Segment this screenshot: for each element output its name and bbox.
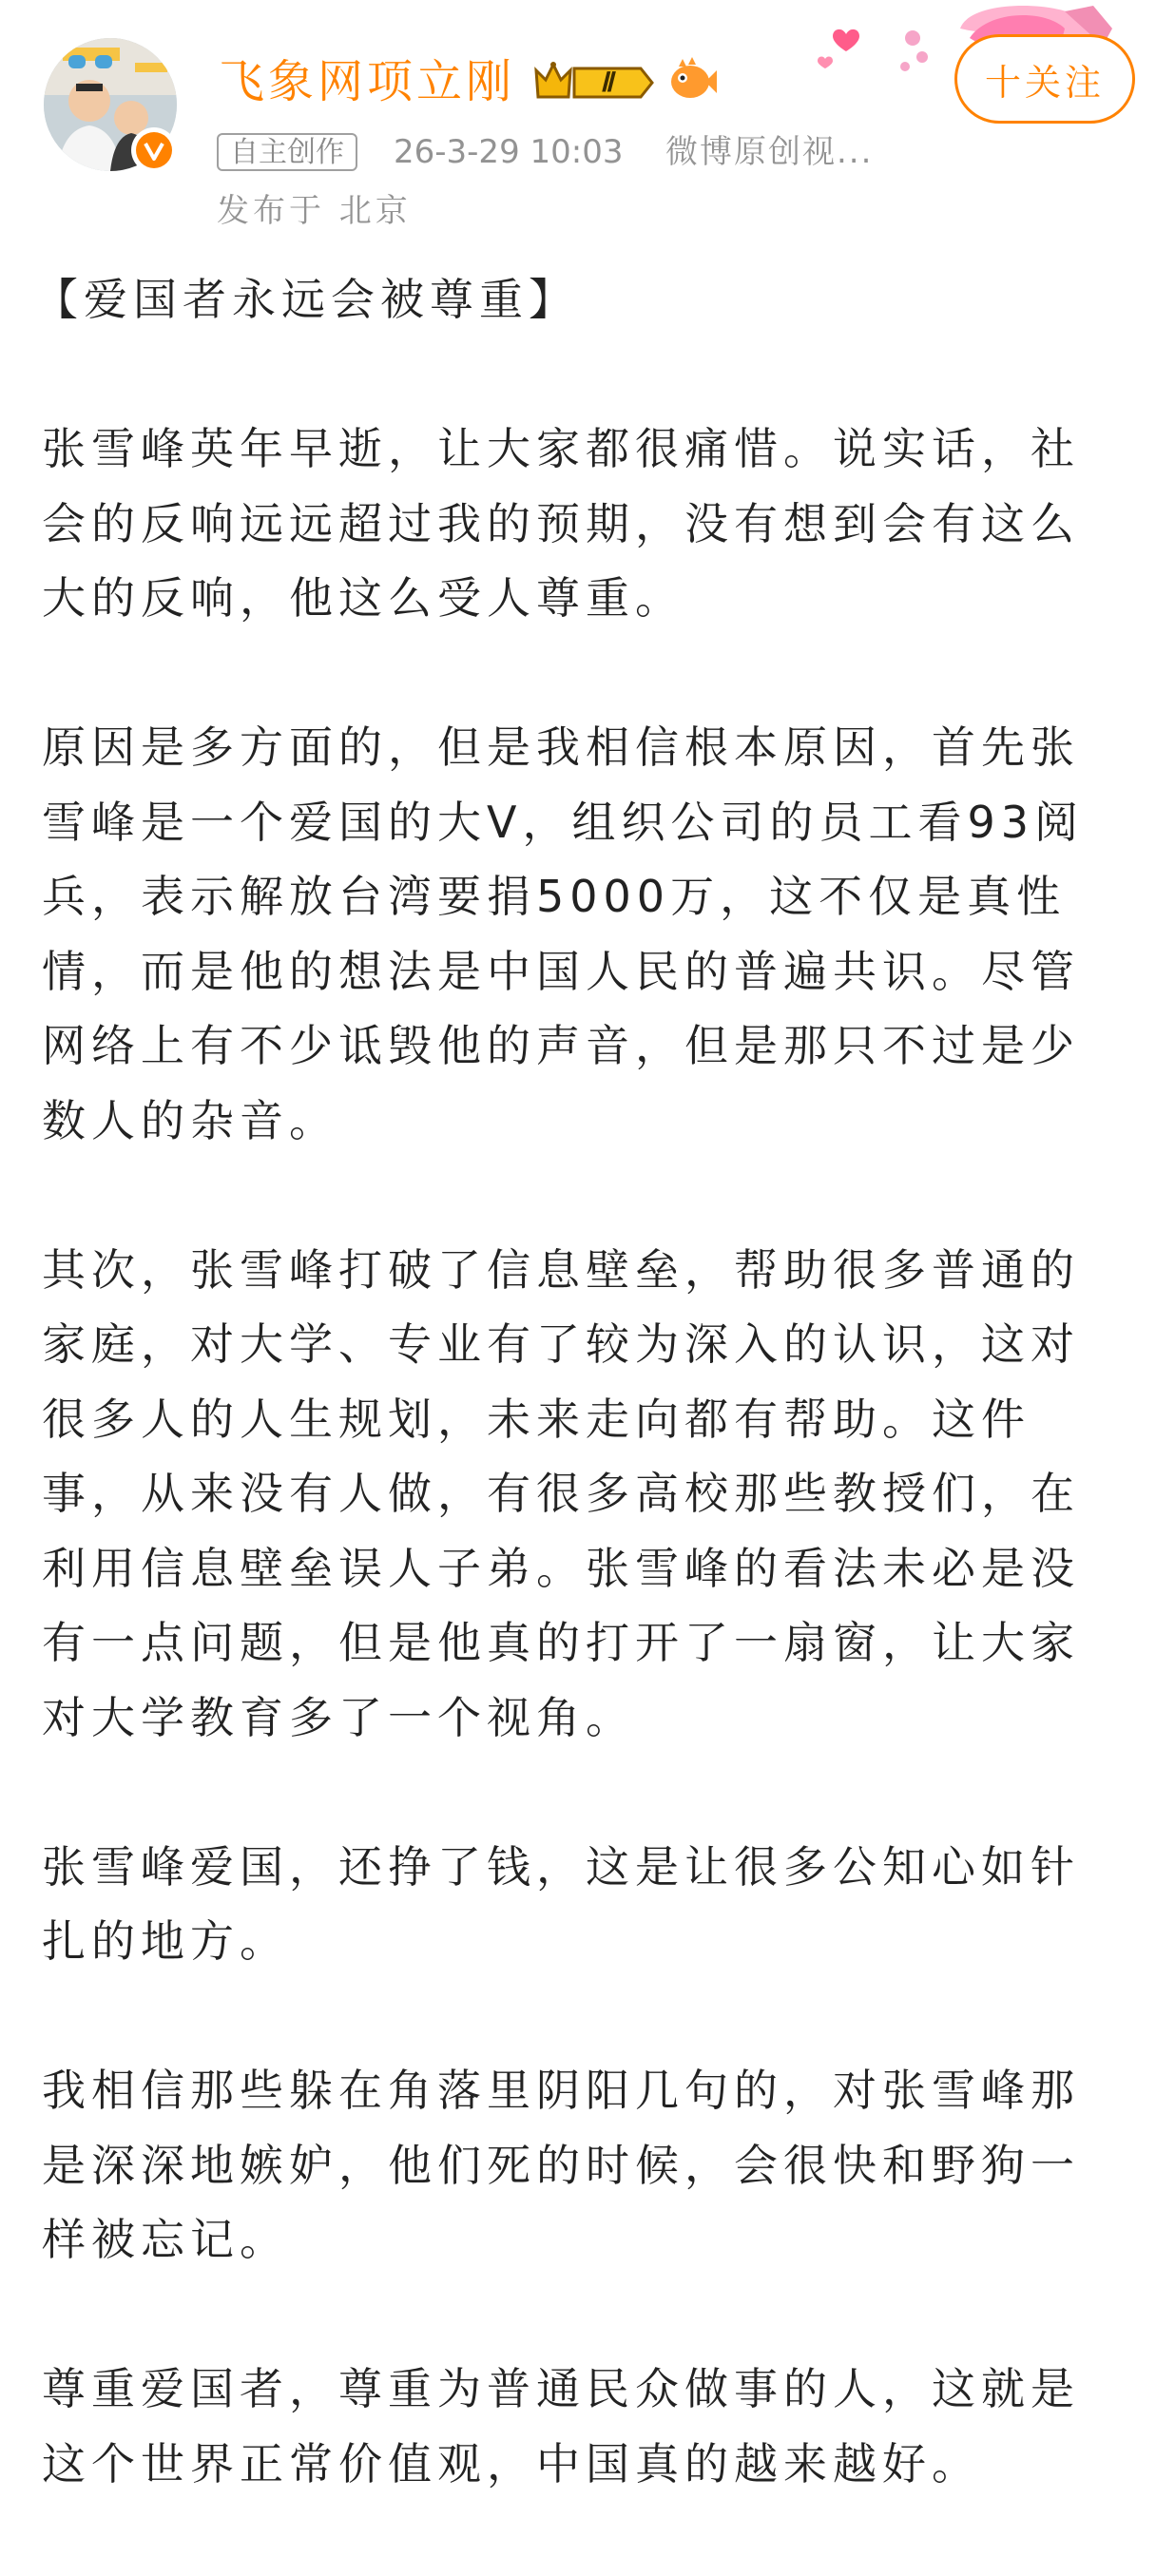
post-source[interactable]: 微博原创视... [665, 133, 874, 171]
post-location: 发布于 北京 [217, 192, 412, 230]
author-name[interactable]: 飞象网项立刚 [219, 55, 516, 108]
member-level-text: Ⅱ [600, 68, 613, 98]
verified-badge [131, 127, 177, 173]
post-paragraph: 张雪峰英年早逝，让大家都很痛惜。说实话，社会的反响远远超过我的预期，没有想到会有这么大的反响，他这么受人尊重。 [42, 423, 1080, 624]
post-paragraph: 其次，张雪峰打破了信息壁垒，帮助很多普通的家庭，对大学、专业有了较为深入的认识，这对很多人的人生规划，未来走向都有帮助。这件事，从来没有人做，有很多高校那些教授们，在利用信息壁垒误人子弟。张雪峰的看法未必是没有一点问题，但是他真的打开了一扇窗，让大家对大学教育多了一个视角。 [42, 1243, 1080, 1743]
post-paragraph: 原因是多方面的，但是我相信根本原因，首先张雪峰是一个爱国的大V，组织公司的员工看93阅兵，表示解放台湾要捐5000万，这不仅是真性情，而是他的想法是中国人民的普遍共识。尽管网络上有不少诋毁他的声音，但是那只不过是少数人的杂音。 [42, 721, 1085, 1146]
post-body [34, 262, 1116, 2576]
post-time: 26-3-29 10:03 [394, 133, 624, 171]
source-tag: 自主创作 [217, 133, 357, 171]
post-header [0, 0, 1156, 249]
fish-icon [665, 55, 719, 106]
post-paragraph: 尊重爱国者，尊重为普通民众做事的人，这就是这个世界正常价值观，中国真的越来越好。 [42, 2363, 1080, 2489]
verified-v-icon [136, 132, 172, 168]
post-paragraph: 张雪峰爱国，还挣了钱，这是让很多公知心如针扎的地方。 [42, 1840, 1080, 1967]
follow-button[interactable]: 十关注 [954, 34, 1135, 124]
post-title: 【爱国者永远会被尊重】 [34, 274, 578, 325]
post-paragraph: 我相信那些躲在角落里阴阳几句的，对张雪峰那是深深地嫉妒，他们死的时候，会很快和野狗一样被忘记。 [42, 2065, 1080, 2265]
member-badge-icon[interactable] [530, 55, 656, 106]
